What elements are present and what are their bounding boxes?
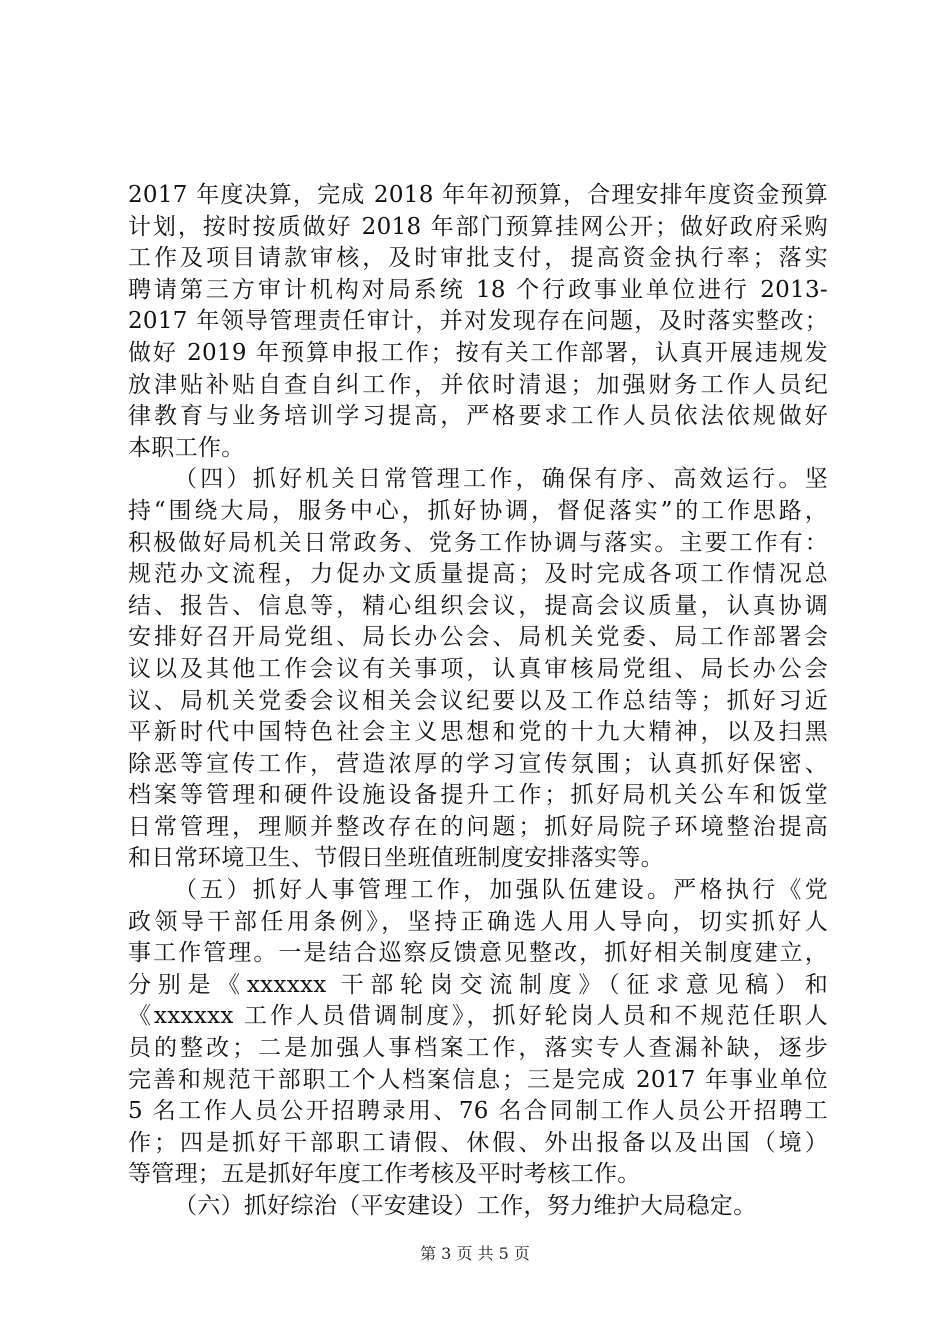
- text-line: 分别是《xxxxxx 干部轮岗交流制度》（征求意见稿）和: [128, 971, 828, 998]
- page-footer: 第 3 页 共 5 页: [420, 1244, 530, 1263]
- text-line: 积极做好局机关日常政务、党务工作协调与落实。主要工作有：: [128, 529, 828, 556]
- text-line: 《xxxxxx 工作人员借调制度》，抓好轮岗人员和不规范任职人: [128, 1003, 828, 1030]
- text-line: 等管理；五是抓好年度工作考核及平时考核工作。: [128, 1161, 641, 1188]
- text-line: 完善和规范干部职工个人档案信息；三是完成 2017 年事业单位: [128, 1066, 828, 1093]
- text-line: 事工作管理。一是结合巡察反馈意见整改，抓好相关制度建立，: [128, 940, 828, 967]
- text-line: 除恶等宣传工作，营造浓厚的学习宣传氛围；认真抓好保密、: [128, 750, 828, 777]
- text-line: 结、报告、信息等，精心组织会议，提高会议质量，认真协调: [128, 592, 828, 619]
- text-line: 聘请第三方审计机构对局系统 18 个行政事业单位进行 2013-: [128, 276, 828, 303]
- text-line: 议、局机关党委会议相关会议纪要以及工作总结等；抓好习近: [128, 687, 828, 714]
- text-line: 员的整改；二是加强人事档案工作，落实专人查漏补缺，逐步: [128, 1035, 828, 1062]
- document-body: [128, 180, 828, 1223]
- text-line: 本职工作。: [128, 434, 245, 461]
- text-line: 规范办文流程，力促办文质量提高；及时完成各项工作情况总: [128, 561, 828, 588]
- text-line: 计划，按时按质做好 2018 年部门预算挂网公开；做好政府采购: [128, 213, 828, 240]
- text-line: （五）抓好人事管理工作，加强队伍建设。严格执行《党: [174, 877, 828, 904]
- text-line: （六）抓好综治（平安建设）工作，努力维护大局稳定。: [174, 1193, 757, 1219]
- text-line: 2017 年度决算，完成 2018 年年初预算，合理安排年度资金预算: [128, 182, 828, 208]
- text-line: 档案等管理和硬件设施设备提升工作；抓好局机关公车和饭堂: [128, 782, 828, 809]
- text-line: 平新时代中国特色社会主义思想和党的十九大精神，以及扫黑: [128, 719, 828, 746]
- text-line: 5 名工作人员公开招聘录用、76 名合同制工作人员公开招聘工: [128, 1098, 828, 1125]
- text-line: 放津贴补贴自查自纠工作，并依时清退；加强财务工作人员纪: [128, 371, 828, 398]
- text-line: 律教育与业务培训学习提高，严格要求工作人员依法依规做好: [128, 403, 828, 430]
- text-line: 安排好召开局党组、局长办公会、局机关党委、局工作部署会: [128, 624, 828, 651]
- text-line: 持“围绕大局，服务中心，抓好协调，督促落实”的工作思路，: [128, 497, 828, 524]
- text-line: 和日常环境卫生、节假日坐班值班制度安排落实等。: [128, 845, 664, 872]
- text-line: 议以及其他工作会议有关事项，认真审核局党组、局长办公会: [128, 655, 828, 682]
- text-line: 2017 年领导管理责任审计，并对发现存在问题，及时落实整改；: [128, 308, 828, 335]
- text-line: （四）抓好机关日常管理工作，确保有序、高效运行。坚: [174, 466, 828, 493]
- text-line: 工作及项目请款审核，及时审批支付，提高资金执行率；落实: [128, 245, 828, 272]
- text-line: 政领导干部任用条例》，坚持正确选人用人导向，切实抓好人: [128, 908, 828, 935]
- text-line: 作；四是抓好干部职工请假、休假、外出报备以及出国（境）: [128, 1129, 828, 1156]
- text-line: 做好 2019 年预算申报工作；按有关工作部署，认真开展违规发: [128, 339, 828, 366]
- text-line: 日常管理，理顺并整改存在的问题；抓好局院子环境整治提高: [128, 813, 828, 840]
